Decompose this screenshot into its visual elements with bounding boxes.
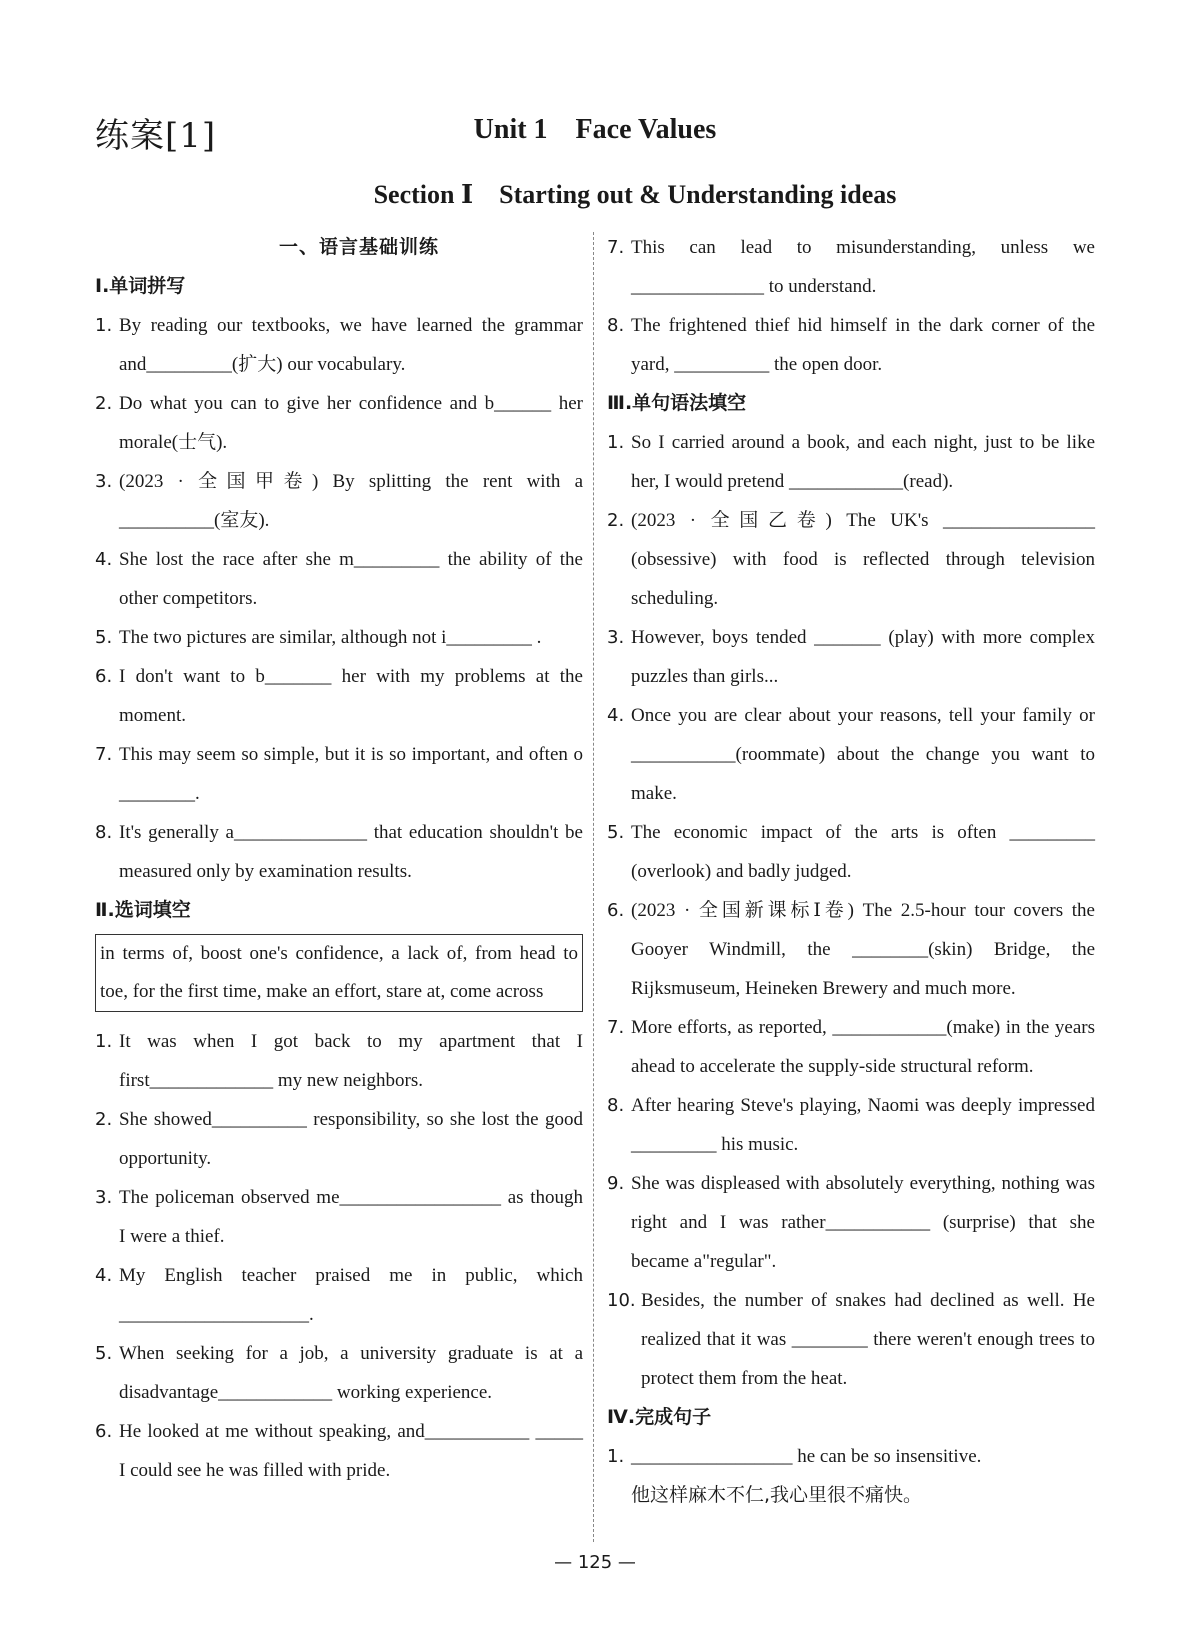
grammar-item: 2. (2023 · 全国乙卷) The UK's ________________ (obsessive) with food is reflected through television scheduling. [607,510,1095,609]
word-choice-item: 8. The frightened thief hid himself in the dark corner of the yard, __________ the open door. [607,315,1095,375]
word-choice-heading: Ⅱ.选词填空 [95,899,191,921]
word-choice-item: 4. My English teacher praised me in public, which ____________________. [95,1265,583,1325]
grammar-heading: Ⅲ.单句语法填空 [607,392,747,414]
column-divider [593,232,594,1542]
spelling-item: 5. The two pictures are similar, although not i_________ . [95,627,542,648]
grammar-item: 5. The economic impact of the arts is often _________ (overlook) and badly judged. [607,822,1095,882]
word-choice-item: 2. She showed__________ responsibility, so she lost the good opportunity. [95,1109,583,1169]
part-heading: 一、语言基础训练 [278,236,439,258]
grammar-item: 6. (2023 · 全国新课标Ⅰ卷) The 2.5-hour tour covers the Gooyer Windmill, the ________(skin) Bridge, the Rijksmuseum, Heineken Brewery and much more. [607,900,1095,999]
translation-heading: Ⅳ.完成句子 [607,1406,712,1428]
word-box: in terms of, boost one's confidence, a lack of, from head to toe, for the first time, make an effort, stare at, come across [95,934,583,1012]
spelling-item: 6. I don't want to b_______ her with my problems at the moment. [95,666,583,726]
spelling-item: 2. Do what you can to give her confidence and b______ her morale(士气). [95,393,583,453]
translation-chinese: 他这样麻木不仁,我心里很不痛快。 [631,1484,923,1506]
grammar-item: 7. More efforts, as reported, ____________(make) in the years ahead to accelerate the supply-side structural reform. [607,1017,1095,1077]
grammar-item: 10. Besides, the number of snakes had declined as well. He realized that it was ________ there weren't enough trees to protect them from the heat. [607,1290,1095,1389]
spelling-item: 7. This may seem so simple, but it is so important, and often o ________. [95,744,583,804]
grammar-item: 9. She was displeased with absolutely everything, nothing was right and I was rather___________ (surprise) that she became a"regular". [607,1173,1095,1272]
word-choice-item: 3. The policeman observed me_________________ as though I were a thief. [95,1187,583,1247]
right-column [607,228,1095,1515]
grammar-item: 8. After hearing Steve's playing, Naomi was deeply impressed _________ his music. [607,1095,1095,1155]
grammar-item: 4. Once you are clear about your reasons, tell your family or ___________(roommate) about the change you want to make. [607,705,1095,804]
page-number: — 125 — [554,1552,636,1573]
grammar-item: 3. However, boys tended _______ (play) with more complex puzzles than girls... [607,627,1095,687]
word-choice-item: 7. This can lead to misunderstanding, unless we ______________ to understand. [607,237,1095,297]
word-choice-item: 1. It was when I got back to my apartment that I first_____________ my new neighbors. [95,1031,583,1091]
spelling-heading: Ⅰ.单词拼写 [95,275,186,297]
section-title: Section Ⅰ Starting out & Understanding ideas [373,180,897,209]
word-choice-item: 5. When seeking for a job, a university graduate is at a disadvantage____________ working experience. [95,1343,583,1403]
word-choice-item: 6. He looked at me without speaking, and___________ _____ I could see he was filled with pride. [95,1421,583,1481]
spelling-item: 4. She lost the race after she m_________ the ability of the other competitors. [95,549,583,609]
exercise-label: 练案[1] [95,116,217,156]
left-column [95,228,583,1490]
unit-title: Unit 1 Face Values [473,114,717,145]
spelling-item: 1. By reading our textbooks, we have learned the grammar and_________(扩大) our vocabulary. [95,315,583,375]
translation-item: 1. _________________ he can be so insensitive. [607,1446,982,1467]
grammar-item: 1. So I carried around a book, and each night, just to be like her, I would pretend ____________(read). [607,432,1095,492]
spelling-item: 8. It's generally a______________ that education shouldn't be measured only by examination results. [95,822,583,882]
spelling-item: 3. (2023 · 全国甲卷) By splitting the rent with a __________(室友). [95,471,583,531]
